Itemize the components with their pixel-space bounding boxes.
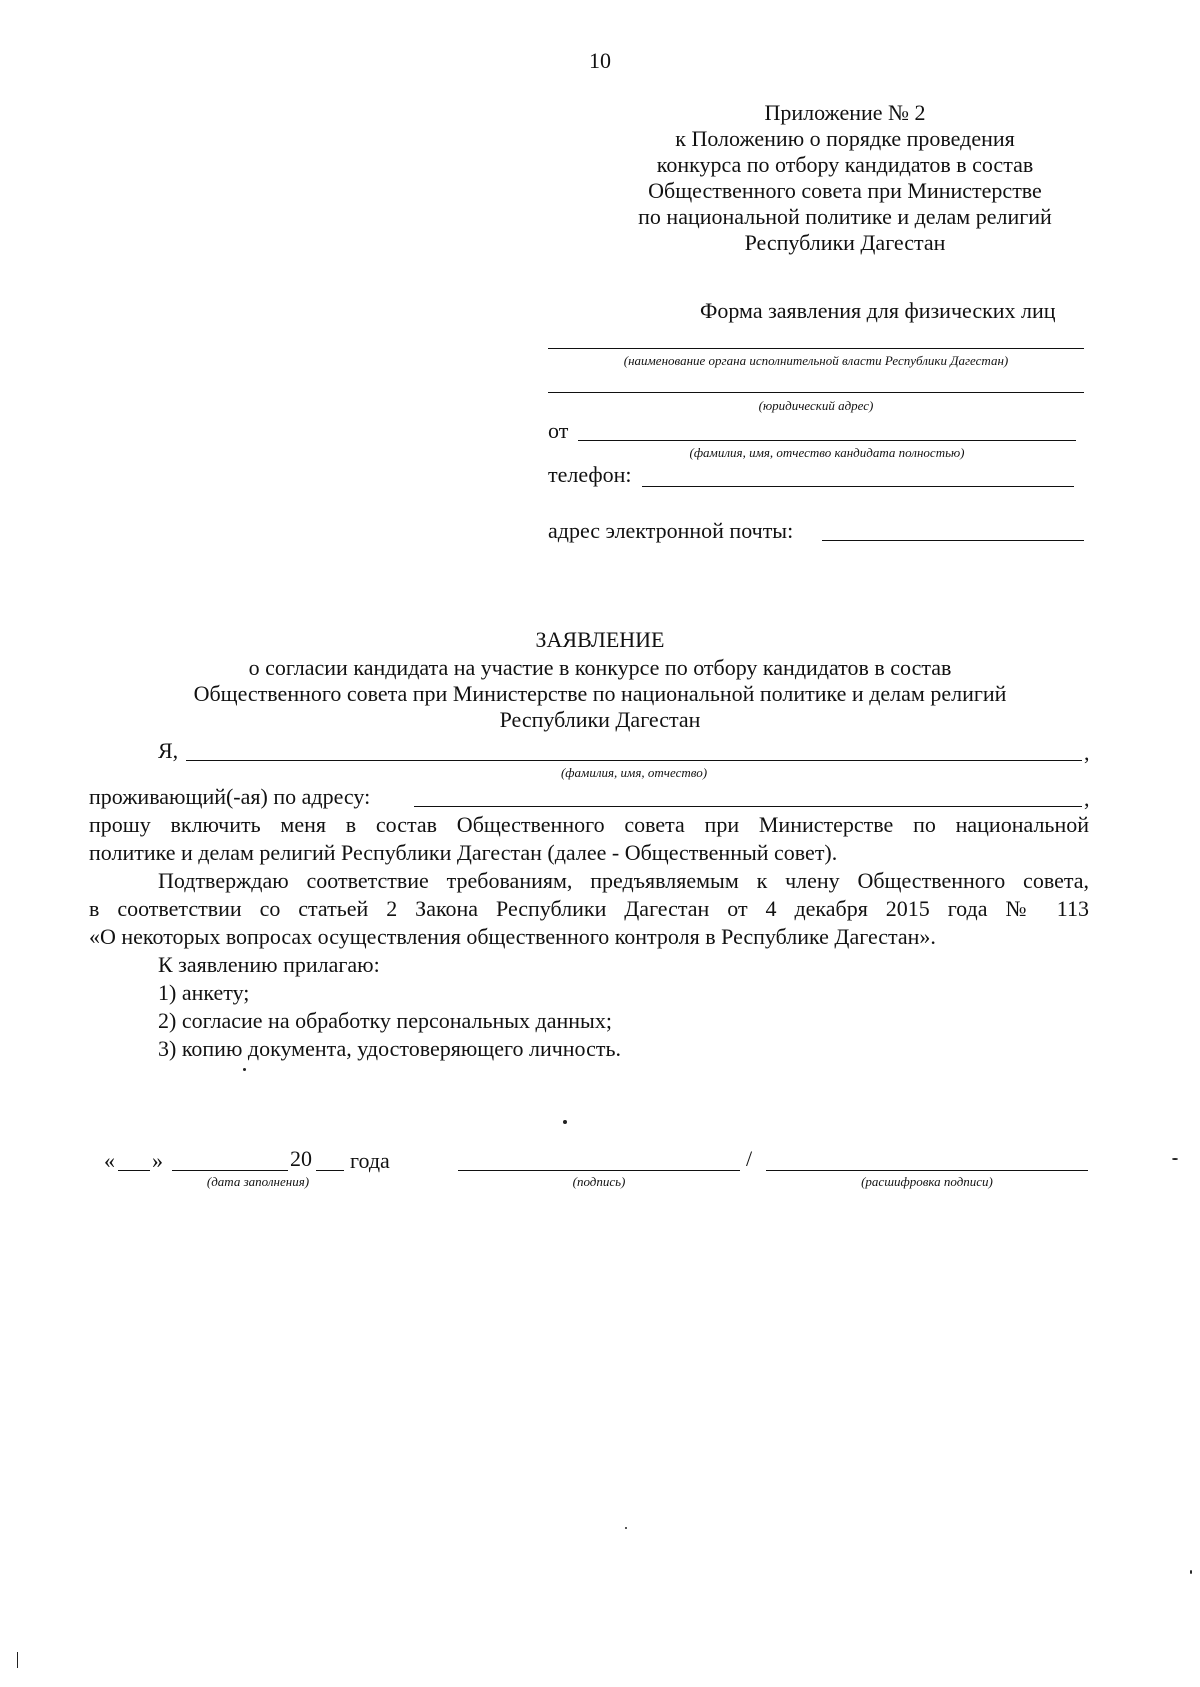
date-year-field[interactable] <box>316 1170 344 1171</box>
scan-speck <box>243 1068 246 1071</box>
signature-field[interactable] <box>458 1170 740 1171</box>
signature-decode-field[interactable] <box>766 1170 1088 1171</box>
appendix-block <box>595 100 1095 256</box>
confirm-line-3: «О некоторых вопросах осуществления общественного контроля в Республике Дагестан». <box>89 924 936 949</box>
appendix-line: Приложение № 2 <box>764 100 926 125</box>
signature-decode-caption: (расшифровка подписи) <box>861 1174 993 1189</box>
attachment-item: 1) анкету; <box>158 980 250 1005</box>
form-title: Форма заявления для физических лиц <box>700 298 1056 323</box>
confirm-line-2: в соответствии со статьей 2 Закона Республики Дагестан от 4 декабря 2015 года № 113 <box>89 896 1089 921</box>
fio-caption: (фамилия, имя, отчество) <box>560 765 708 780</box>
scan-speck <box>625 1527 627 1529</box>
legal-address-field[interactable] <box>548 392 1084 393</box>
date-quote-open: « <box>104 1148 115 1173</box>
signature-caption: (подпись) <box>572 1174 626 1189</box>
scan-speck <box>1172 1158 1178 1160</box>
statement-title: ЗАЯВЛЕНИЕ <box>535 627 665 652</box>
attach-label: К заявлению прилагаю: <box>158 952 380 977</box>
from-caption: (фамилия, имя, отчество кандидата полностью) <box>689 445 965 460</box>
date-day-field[interactable] <box>118 1170 150 1171</box>
request-line-2: политике и делам религий Республики Дагестан (далее - Общественный совет). <box>89 840 838 865</box>
statement-subtitle <box>100 655 1100 733</box>
org-name-field[interactable] <box>548 348 1084 349</box>
phone-field[interactable] <box>642 486 1074 487</box>
appendix-line: Общественного совета при Министерстве <box>648 178 1042 203</box>
from-label: от <box>548 418 569 443</box>
page-number: 10 <box>589 48 611 73</box>
statement-subtitle-line: Общественного совета при Министерстве по национальной политике и делам религий <box>193 681 1007 706</box>
confirm-line-1: Подтверждаю соответствие требованиям, предъявляемым к члену Общественного совета, <box>158 868 1089 893</box>
phone-label: телефон: <box>548 462 632 487</box>
scan-speck <box>1190 1570 1192 1574</box>
appendix-line: по национальной политике и делам религий <box>638 204 1052 229</box>
fio-field[interactable] <box>186 760 1082 761</box>
legal-address-caption: (юридический адрес) <box>758 398 874 413</box>
date-year-prefix: 20 <box>290 1146 312 1171</box>
signature-slash: / <box>746 1146 753 1171</box>
request-line-1: прошу включить меня в состав Общественного совета при Министерстве по национальной <box>89 812 1089 837</box>
statement-subtitle-line: о согласии кандидата на участие в конкурсе по отбору кандидатов в состав <box>248 655 952 680</box>
residing-comma: , <box>1084 786 1090 811</box>
statement-subtitle-line: Республики Дагестан <box>499 707 701 732</box>
email-label: адрес электронной почты: <box>548 518 794 543</box>
date-month-field[interactable] <box>172 1170 288 1171</box>
residing-address-field[interactable] <box>414 806 1082 807</box>
from-field[interactable] <box>578 440 1076 441</box>
fio-comma: , <box>1084 740 1090 765</box>
date-quote-close: » <box>152 1148 163 1173</box>
appendix-line: к Положению о порядке проведения <box>675 126 1015 151</box>
date-year-suffix: года <box>350 1148 390 1173</box>
appendix-line: Республики Дагестан <box>744 230 946 255</box>
scan-speck <box>563 1120 567 1124</box>
email-field[interactable] <box>822 540 1084 541</box>
residing-label: проживающий(-ая) по адресу: <box>89 784 371 809</box>
appendix-line: конкурса по отбору кандидатов в состав <box>656 152 1034 177</box>
i-label: Я, <box>158 738 179 763</box>
org-name-caption: (наименование органа исполнительной власти Республики Дагестан) <box>623 353 1009 368</box>
date-caption: (дата заполнения) <box>206 1174 310 1189</box>
scan-speck <box>17 1652 18 1668</box>
attachment-item: 3) копию документа, удостоверяющего личность. <box>158 1036 622 1061</box>
attachment-item: 2) согласие на обработку персональных данных; <box>158 1008 612 1033</box>
